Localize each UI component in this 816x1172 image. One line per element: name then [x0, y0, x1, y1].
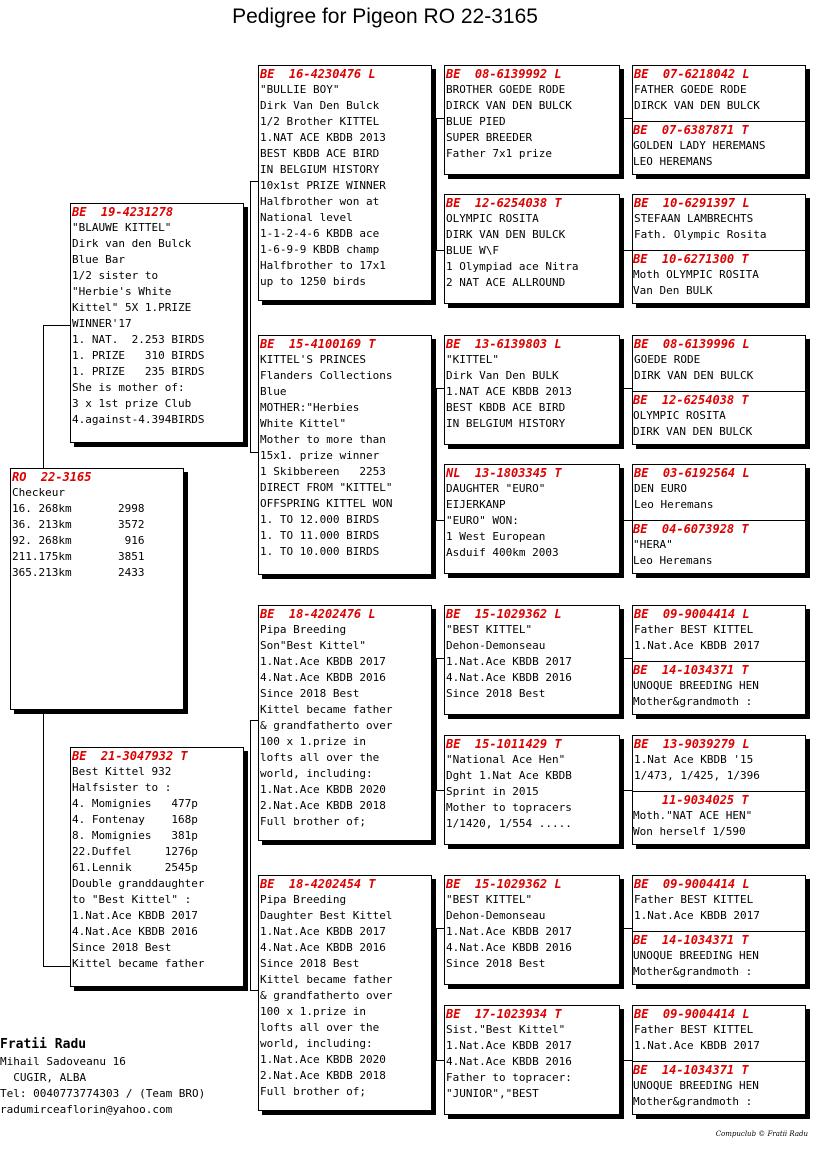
- note-line: 1 Skibbereen 2253: [260, 465, 386, 478]
- note-line: WINNER'17: [72, 317, 132, 330]
- connector: [436, 388, 444, 389]
- note-line: 1.Nat.Ace KBDB 2017: [72, 909, 198, 922]
- ring-number: BE 15-1011429 T: [446, 737, 562, 751]
- note-line: BLUE PIED: [446, 115, 506, 128]
- note-line: Leo Heremans: [633, 554, 713, 567]
- note-line: Blue Bar: [72, 253, 125, 266]
- connector: [624, 250, 632, 251]
- note-line: 1.Nat.Ace KBDB 2017: [446, 1039, 572, 1052]
- ring-number: BE 13-9039279 L: [634, 737, 750, 751]
- note-line: 1/1420, 1/554 .....: [446, 817, 572, 830]
- note-line: & grandfatherto over: [260, 989, 393, 1002]
- note-line: 4.Nat.Ace KBDB 2016: [446, 671, 572, 684]
- note-line: Since 2018 Best: [260, 957, 360, 970]
- email-line[interactable]: radumirceaflorin@yahoo.com: [0, 1103, 173, 1116]
- note-line: 15x1. prize winner: [260, 449, 380, 462]
- ring-number: BE 10-6271300 T: [633, 252, 749, 266]
- note-line: Father BEST KITTEL: [634, 893, 754, 906]
- connector: [43, 710, 44, 966]
- note-line: Asduif 400km 2003: [446, 546, 559, 559]
- ancestor-pair-card[interactable]: [632, 875, 806, 985]
- note-line: 1.Nat Ace KBDB '15: [634, 753, 754, 766]
- note-line: Van Den BULK: [633, 284, 713, 297]
- ring-number: BE 12-6254038 T: [633, 393, 749, 407]
- note-line: LEO HEREMANS: [633, 155, 713, 168]
- note-line: 4. Fontenay 168p: [72, 813, 198, 826]
- note-line: 1.Nat.Ace KBDB 2017: [634, 909, 760, 922]
- note-line: Son"Best Kittel": [260, 639, 366, 652]
- ring-number: BE 18-4202454 T: [260, 877, 376, 891]
- note-line: Dehon-Demonseau: [446, 639, 546, 652]
- connector: [250, 720, 258, 721]
- note-line: Halfbrother to 17x1: [260, 259, 386, 272]
- note-line: Halfbrother won at: [260, 195, 380, 208]
- note-line: Full brother of;: [260, 815, 366, 828]
- pedigree-notes: [632, 267, 806, 299]
- note-line: Father BEST KITTEL: [634, 1023, 754, 1036]
- great-grandparent-card[interactable]: [444, 1005, 620, 1115]
- note-line: "HERA": [633, 538, 673, 551]
- note-line: DIRK VAN DEN BULCK: [634, 369, 754, 382]
- connector: [43, 966, 70, 967]
- note-line: 1. NAT. 2.253 BIRDS: [72, 333, 205, 346]
- note-line: "BEST KITTEL": [446, 623, 533, 636]
- connector: [624, 928, 632, 929]
- note-line: 100 x 1.prize in: [260, 1005, 366, 1018]
- note-line: 1.Nat.Ace KBDB 2017: [260, 925, 386, 938]
- pedigree-notes: [633, 1022, 805, 1054]
- pedigree-notes: [633, 622, 805, 654]
- ancestor-pair-card[interactable]: [632, 735, 806, 845]
- connector: [436, 790, 444, 791]
- note-line: KITTEL'S PRINCES: [260, 353, 366, 366]
- ancestor-pair-card[interactable]: [632, 1005, 806, 1115]
- ring-number: BE 15-4100169 T: [260, 337, 376, 351]
- pedigree-notes: [633, 211, 805, 243]
- note-line: GOLDEN LADY HEREMANS: [633, 139, 766, 152]
- ring-number: BE 16-4230476 L: [260, 67, 376, 81]
- note-line: Since 2018 Best: [260, 687, 360, 700]
- connector: [250, 720, 251, 990]
- ancestor-pair-card[interactable]: [632, 605, 806, 715]
- ancestor-pair-card[interactable]: [632, 194, 806, 304]
- note-line: 1.Nat.Ace KBDB 2017: [446, 655, 572, 668]
- note-line: Dehon-Demonseau: [446, 909, 546, 922]
- note-line: 1. TO 12.000 BIRDS: [260, 513, 380, 526]
- note-line: She is mother of:: [72, 381, 185, 394]
- ring-number: BE 07-6387871 T: [633, 123, 749, 137]
- note-line: SUPER BREEDER: [446, 131, 533, 144]
- pedigree-notes: [445, 481, 619, 561]
- note-line: GOEDE RODE: [634, 353, 701, 366]
- note-line: 1. PRIZE 310 BIRDS: [72, 349, 205, 362]
- note-line: OLYMPIC ROSITA: [633, 409, 726, 422]
- note-line: 10x1st PRIZE WINNER: [260, 179, 386, 192]
- connector: [624, 520, 632, 521]
- note-line: "JUNIOR","BEST: [446, 1087, 539, 1100]
- pedigree-notes: [445, 1022, 619, 1102]
- note-line: world, including:: [260, 767, 373, 780]
- pedigree-notes: [445, 82, 619, 162]
- note-line: BEST KBDB ACE BIRD: [446, 401, 566, 414]
- note-line: 2 NAT ACE ALLROUND: [446, 276, 566, 289]
- note-line: Won herself 1/590: [633, 825, 746, 838]
- pedigree-notes: [633, 752, 805, 784]
- connector: [250, 452, 258, 453]
- connector: [43, 325, 44, 470]
- ring-number: BE 09-9004414 L: [634, 877, 750, 891]
- note-line: Dirk van den Bulck: [72, 237, 192, 250]
- note-line: Daughter Best Kittel: [260, 909, 393, 922]
- pedigree-notes: [633, 481, 805, 513]
- ring-number: BE 08-6139996 L: [634, 337, 750, 351]
- pedigree-notes: [445, 211, 619, 291]
- pedigree-notes: [259, 82, 431, 290]
- note-line: DIRECT FROM "KITTEL": [260, 481, 393, 494]
- ring-number: BE 18-4202476 L: [260, 607, 376, 621]
- connector: [436, 250, 444, 251]
- page-title: Pedigree for Pigeon RO 22-3165: [232, 5, 538, 28]
- note-line: 365.213km 2433: [12, 566, 145, 579]
- note-line: DIRK VAN DEN BULCK: [446, 228, 566, 241]
- note-line: 1. PRIZE 235 BIRDS: [72, 365, 205, 378]
- ring-number: BE 09-9004414 L: [634, 607, 750, 621]
- note-line: DIRCK VAN DEN BULCK: [446, 99, 572, 112]
- ring-number: BE 14-1034371 T: [633, 663, 749, 677]
- ring-number: BE 13-6139803 L: [446, 337, 562, 351]
- note-line: 4.Nat.Ace KBDB 2016: [446, 1055, 572, 1068]
- note-line: up to 1250 birds: [260, 275, 366, 288]
- note-line: 1/2 sister to: [72, 269, 159, 282]
- note-line: DIRCK VAN DEN BULCK: [634, 99, 760, 112]
- note-line: lofts all over the: [260, 1021, 380, 1034]
- connector: [250, 990, 258, 991]
- note-line: DIRK VAN DEN BULCK: [633, 425, 753, 438]
- grandparent-card[interactable]: [258, 605, 432, 841]
- note-line: Dirk Van Den Bulck: [260, 99, 380, 112]
- connector: [436, 658, 437, 790]
- address-line: CUGIR, ALBA: [0, 1071, 87, 1084]
- note-line: Mother&grandmoth :: [633, 695, 753, 708]
- ring-number: BE 17-1023934 T: [446, 1007, 562, 1021]
- connector: [250, 327, 251, 452]
- note-line: Fath. Olympic Rosita: [634, 228, 767, 241]
- ring-number: BE 10-6291397 L: [634, 196, 750, 210]
- note-line: world, including:: [260, 1037, 373, 1050]
- note-line: 92. 268km 916: [12, 534, 145, 547]
- note-line: & grandfatherto over: [260, 719, 393, 732]
- note-line: Flanders Collections: [260, 369, 393, 382]
- connector: [436, 118, 437, 250]
- note-line: 22.Duffel 1276p: [72, 845, 198, 858]
- connector: [43, 325, 70, 326]
- note-line: 1/2 Brother KITTEL: [260, 115, 380, 128]
- note-line: 61.Lennik 2545p: [72, 861, 198, 874]
- note-line: DAUGHTER "EURO": [446, 482, 546, 495]
- note-line: Best Kittel 932: [72, 765, 172, 778]
- note-line: IN BELGIUM HISTORY: [260, 163, 380, 176]
- note-line: 2.Nat.Ace KBDB 2018: [260, 1069, 386, 1082]
- note-line: 4.Nat.Ace KBDB 2016: [446, 941, 572, 954]
- note-line: "EURO" WON:: [446, 514, 519, 527]
- pedigree-notes: [632, 808, 806, 840]
- connector: [436, 118, 444, 119]
- connector: [436, 658, 444, 659]
- ancestor-pair-card[interactable]: [632, 65, 806, 175]
- note-line: 1.Nat.Ace KBDB 2017: [446, 925, 572, 938]
- pedigree-notes: [633, 352, 805, 384]
- dam-card[interactable]: [70, 747, 244, 987]
- ring-number: BE 03-6192564 L: [634, 466, 750, 480]
- note-line: BROTHER GOEDE RODE: [446, 83, 566, 96]
- note-line: Kittel became father: [72, 957, 205, 970]
- address-line: Mihail Sadoveanu 16: [0, 1055, 126, 1068]
- note-line: UNOQUE BREEDING HEN: [633, 1079, 759, 1092]
- ancestor-pair-card[interactable]: [632, 464, 806, 574]
- note-line: 4.Nat.Ace KBDB 2016: [72, 925, 198, 938]
- note-line: Father 7x1 prize: [446, 147, 552, 160]
- note-line: UNOQUE BREEDING HEN: [633, 679, 759, 692]
- note-line: DEN EURO: [634, 482, 687, 495]
- note-line: 1 West European: [446, 530, 546, 543]
- note-line: BLUE W\F: [446, 244, 499, 257]
- ring-number: NL 13-1803345 T: [446, 466, 562, 480]
- note-line: 4.against-4.394BIRDS: [72, 413, 205, 426]
- grandparent-card[interactable]: [258, 335, 432, 575]
- ring-number: BE 07-6218042 L: [634, 67, 750, 81]
- note-line: 1-6-9-9 KBDB champ: [260, 243, 380, 256]
- note-line: 1 Olympiad ace Nitra: [446, 260, 579, 273]
- great-grandparent-card[interactable]: [444, 335, 620, 445]
- note-line: Dirk Van Den BULK: [446, 369, 559, 382]
- note-line: "BLAUWE KITTEL": [72, 221, 172, 234]
- note-line: OLYMPIC ROSITA: [446, 212, 539, 225]
- pedigree-notes: [632, 1078, 806, 1110]
- ring-number: RO 22-3165: [12, 470, 92, 484]
- note-line: EIJERKANP: [446, 498, 506, 511]
- note-line: 1. TO 10.000 BIRDS: [260, 545, 380, 558]
- ring-number: 11-9034025 T: [633, 793, 749, 807]
- owner-name: Fratii Radu: [0, 1037, 87, 1052]
- note-line: "National Ace Hen": [446, 753, 566, 766]
- connector: [624, 1060, 632, 1061]
- note-line: Sprint in 2015: [446, 785, 539, 798]
- ring-number: BE 14-1034371 T: [633, 1063, 749, 1077]
- note-line: 1.Nat.Ace KBDB 2017: [634, 1039, 760, 1052]
- note-line: 1-1-2-4-6 KBDB ace: [260, 227, 380, 240]
- pedigree-notes: [632, 948, 806, 980]
- pedigree-notes: [71, 220, 243, 428]
- ancestor-pair-card[interactable]: [632, 335, 806, 445]
- software-credit: Compuclub © Fratii Radu: [715, 1130, 808, 1138]
- note-line: Halfsister to :: [72, 781, 172, 794]
- note-line: 1.NAT ACE KBDB 2013: [446, 385, 572, 398]
- note-line: 4.Nat.Ace KBDB 2016: [260, 671, 386, 684]
- sire-card[interactable]: [70, 203, 244, 443]
- connector: [436, 928, 437, 1060]
- note-line: Double granddaughter: [72, 877, 205, 890]
- ring-number: BE 12-6254038 T: [446, 196, 562, 210]
- note-line: to "Best Kittel" :: [72, 893, 192, 906]
- note-line: 1/473, 1/425, 1/396: [634, 769, 760, 782]
- note-line: "BULLIE BOY": [260, 83, 340, 96]
- note-line: Checkeur: [12, 486, 65, 499]
- great-grandparent-card[interactable]: [444, 65, 620, 175]
- note-line: Mother&grandmoth :: [633, 965, 753, 978]
- note-line: 1.Nat.Ace KBDB 2017: [260, 655, 386, 668]
- pedigree-notes: [445, 622, 619, 702]
- note-line: 1. TO 11.000 BIRDS: [260, 529, 380, 542]
- note-line: Full brother of;: [260, 1085, 366, 1098]
- note-line: 16. 268km 2998: [12, 502, 145, 515]
- note-line: Mother to topracers: [446, 801, 572, 814]
- note-line: IN BELGIUM HISTORY: [446, 417, 566, 430]
- note-line: 8. Momignies 381p: [72, 829, 198, 842]
- note-line: FATHER GOEDE RODE: [634, 83, 747, 96]
- note-line: Mother to more than: [260, 433, 386, 446]
- note-line: Kittel" 5X 1.PRIZE: [72, 301, 192, 314]
- pedigree-notes: [259, 892, 431, 1100]
- note-line: 211.175km 3851: [12, 550, 145, 563]
- note-line: MOTHER:"Herbies: [260, 401, 360, 414]
- note-line: White Kittel": [260, 417, 347, 430]
- great-grandparent-card[interactable]: [444, 605, 620, 715]
- ring-number: BE 04-6073928 T: [633, 522, 749, 536]
- note-line: Since 2018 Best: [446, 687, 546, 700]
- pedigree-notes: [633, 82, 805, 114]
- connector: [436, 928, 444, 929]
- pedigree-notes: [632, 678, 806, 710]
- note-line: Kittel became father: [260, 703, 393, 716]
- note-line: 3 x 1st prize Club: [72, 397, 192, 410]
- note-line: 4.Nat.Ace KBDB 2016: [260, 941, 386, 954]
- note-line: Moth."NAT ACE HEN": [633, 809, 753, 822]
- note-line: OFFSPRING KITTEL WON: [260, 497, 393, 510]
- note-line: Dght 1.Nat Ace KBDB: [446, 769, 572, 782]
- ring-number: BE 21-3047932 T: [72, 749, 188, 763]
- pedigree-notes: [445, 352, 619, 432]
- owner-contact: [0, 1036, 205, 1118]
- pedigree-notes: [259, 352, 431, 560]
- pedigree-notes: [633, 892, 805, 924]
- note-line: "BEST KITTEL": [446, 893, 533, 906]
- phone-line: Tel: 0040773774303 / (Team BRO): [0, 1087, 206, 1100]
- ring-number: BE 09-9004414 L: [634, 1007, 750, 1021]
- grandparent-card[interactable]: [258, 65, 432, 301]
- connector: [436, 1060, 444, 1061]
- note-line: Father BEST KITTEL: [634, 623, 754, 636]
- pedigree-notes: [11, 485, 183, 581]
- note-line: 1.Nat.Ace KBDB 2020: [260, 1053, 386, 1066]
- note-line: 4. Momignies 477p: [72, 797, 198, 810]
- great-grandparent-card[interactable]: [444, 735, 620, 845]
- pedigree-notes: [71, 764, 243, 972]
- note-line: Since 2018 Best: [446, 957, 546, 970]
- note-line: Kittel became father: [260, 973, 393, 986]
- great-grandparent-card[interactable]: [444, 464, 620, 574]
- note-line: 36. 213km 3572: [12, 518, 145, 531]
- note-line: Since 2018 Best: [72, 941, 172, 954]
- grandparent-card[interactable]: [258, 875, 432, 1111]
- note-line: 1.NAT ACE KBDB 2013: [260, 131, 386, 144]
- connector: [436, 520, 444, 521]
- note-line: Mother&grandmoth :: [633, 1095, 753, 1108]
- note-line: Sist."Best Kittel": [446, 1023, 566, 1036]
- note-line: 2.Nat.Ace KBDB 2018: [260, 799, 386, 812]
- pedigree-notes: [632, 138, 806, 170]
- note-line: lofts all over the: [260, 751, 380, 764]
- note-line: Blue: [260, 385, 287, 398]
- connector: [624, 388, 632, 389]
- pedigree-notes: [632, 537, 806, 569]
- pedigree-notes: [445, 892, 619, 972]
- pedigree-notes: [632, 408, 806, 440]
- note-line: "KITTEL": [446, 353, 499, 366]
- note-line: STEFAAN LAMBRECHTS: [634, 212, 754, 225]
- note-line: Father to topracer:: [446, 1071, 572, 1084]
- connector: [624, 790, 632, 791]
- ring-number: BE 14-1034371 T: [633, 933, 749, 947]
- connector: [250, 181, 258, 182]
- note-line: 1.Nat.Ace KBDB 2020: [260, 783, 386, 796]
- note-line: Pipa Breeding: [260, 623, 347, 636]
- pedigree-notes: [445, 752, 619, 832]
- connector: [250, 181, 251, 327]
- great-grandparent-card[interactable]: [444, 875, 620, 985]
- note-line: 100 x 1.prize in: [260, 735, 366, 748]
- note-line: National level: [260, 211, 353, 224]
- note-line: Leo Heremans: [634, 498, 714, 511]
- ring-number: BE 15-1029362 L: [446, 607, 562, 621]
- note-line: "Herbie's White: [72, 285, 172, 298]
- great-grandparent-card[interactable]: [444, 194, 620, 304]
- ring-number: BE 15-1029362 L: [446, 877, 562, 891]
- pedigree-notes: [259, 622, 431, 830]
- note-line: UNOQUE BREEDING HEN: [633, 949, 759, 962]
- note-line: BEST KBDB ACE BIRD: [260, 147, 380, 160]
- ring-number: BE 08-6139992 L: [446, 67, 562, 81]
- note-line: Pipa Breeding: [260, 893, 347, 906]
- note-line: 1.Nat.Ace KBDB 2017: [634, 639, 760, 652]
- connector: [624, 658, 632, 659]
- connector: [436, 388, 437, 520]
- subject-pigeon-card[interactable]: [10, 468, 184, 710]
- note-line: Moth OLYMPIC ROSITA: [633, 268, 759, 281]
- connector: [624, 118, 632, 119]
- ring-number: BE 19-4231278: [72, 205, 174, 219]
